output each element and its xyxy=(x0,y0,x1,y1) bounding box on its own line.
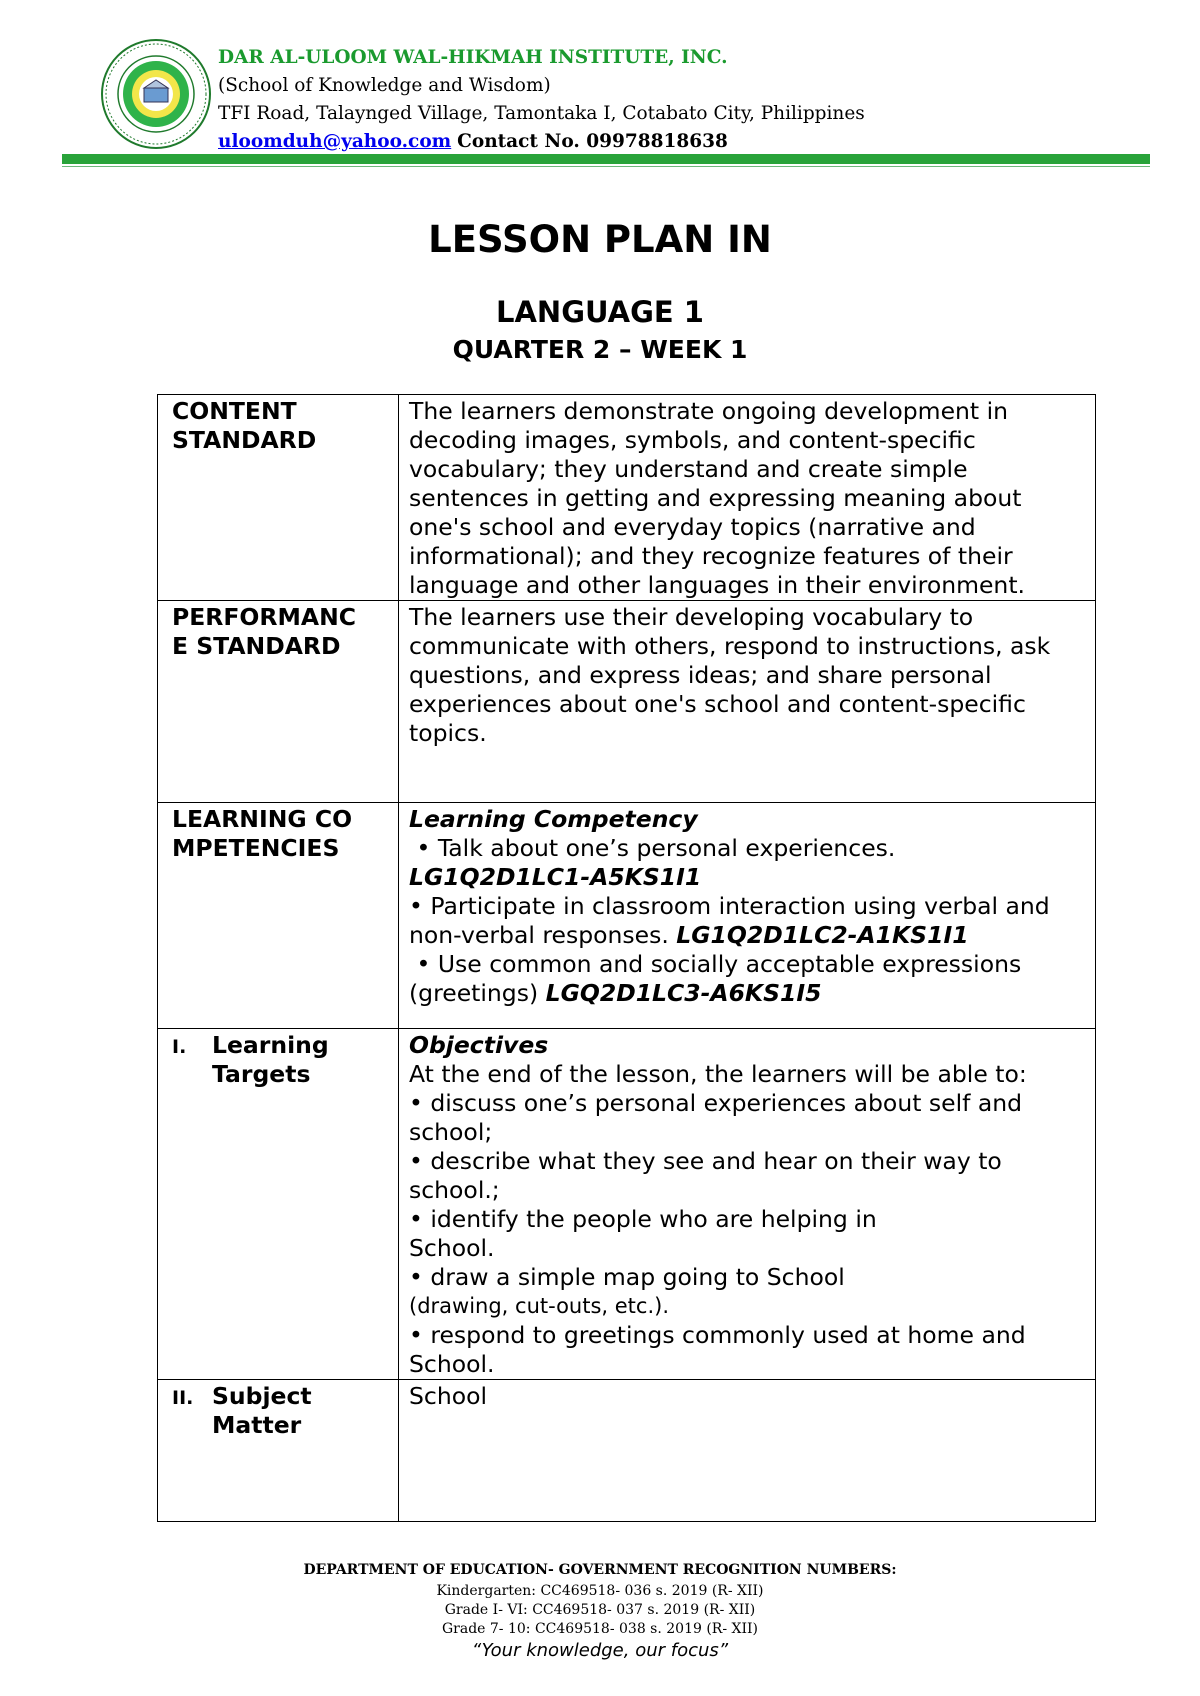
list-item: • Use common and socially acceptable expressions (greetings) LGQ2D1LC3-A6KS1I5 xyxy=(409,950,1022,1007)
objectives-intro: At the end of the lesson, the learners will be able to: xyxy=(409,1060,1027,1088)
school-subtitle: (School of Knowledge and Wisdom) xyxy=(218,75,551,96)
table-row xyxy=(158,601,1096,803)
learning-competencies-cell xyxy=(399,803,1096,1029)
letterhead xyxy=(100,36,1150,156)
competency-code: LG1Q2D1LC1-A5KS1I1 xyxy=(409,863,702,891)
list-item: • respond to greetings commonly used at home and School. xyxy=(409,1321,1026,1378)
contact-number: Contact No. 09978818638 xyxy=(457,131,728,152)
competency-heading: Learning Competency xyxy=(409,805,698,833)
recognition-line: Grade 7- 10: CC469518- 038 s. 2019 (R- XII) xyxy=(441,1621,759,1637)
email-link[interactable]: uloomduh@yahoo.com xyxy=(218,131,452,152)
competency-code: LG1Q2D1LC2-A1KS1I1 xyxy=(676,921,969,949)
content-standard-text: The learners demonstrate ongoing development in decoding images, symbols, and content-specific vocabulary; they understand and create simple sentences in getting and expressing meaning about one's school and everyday topics (narrative and informational); and they recognize features of their language and other languages in their environment. xyxy=(399,395,1096,601)
learning-targets-cell xyxy=(399,1029,1096,1380)
header-divider xyxy=(62,154,1150,164)
table-row xyxy=(158,1029,1096,1380)
list-item: • describe what they see and hear on their way to school.; xyxy=(409,1147,1002,1204)
footer-recognition-numbers xyxy=(0,1582,1200,1639)
competency-code: LGQ2D1LC3-A6KS1I5 xyxy=(545,979,822,1007)
objectives-heading: Objectives xyxy=(409,1031,549,1059)
subject-title: LANGUAGE 1 xyxy=(496,295,704,329)
lesson-plan-table xyxy=(157,394,1096,1522)
quarter-week-title: QUARTER 2 – WEEK 1 xyxy=(452,335,748,364)
subject-matter-label: II. Subject Matter xyxy=(158,1380,399,1522)
learning-competencies-label: LEARNING COMPETENCIES xyxy=(158,803,399,1029)
list-item: • Participate in classroom interaction using verbal and non-verbal responses. LG1Q2D1LC2-A1KS1I1 xyxy=(409,892,1050,949)
recognition-line: Grade I- VI: CC469518- 037 s. 2019 (R- XII) xyxy=(444,1602,756,1618)
subject-matter-text: School xyxy=(399,1380,1096,1522)
page-title: LESSON PLAN IN xyxy=(428,218,772,261)
performance-standard-label: PERFORMANCE STANDARD xyxy=(158,601,399,803)
school-motto: “Your knowledge, our focus” xyxy=(471,1640,729,1661)
list-item: • discuss one’s personal experiences about self and school; xyxy=(409,1089,1023,1146)
table-row xyxy=(158,1380,1096,1522)
recognition-line: Kindergarten: CC469518- 036 s. 2019 (R- XII) xyxy=(436,1583,764,1599)
school-address: TFI Road, Talaynged Village, Tamontaka I, Cotabato City, Philippines xyxy=(218,103,865,124)
learning-targets-label: I. Learning Targets xyxy=(158,1029,399,1380)
list-item: • draw a simple map going to School xyxy=(409,1263,845,1291)
list-item: • identify the people who are helping in School. xyxy=(409,1205,877,1262)
list-item: • Talk about one’s personal experiences. xyxy=(416,834,896,862)
school-seal-logo xyxy=(100,38,212,150)
footer-heading: DEPARTMENT OF EDUCATION- GOVERNMENT RECOGNITION NUMBERS: xyxy=(303,1562,897,1578)
performance-standard-text: The learners use their developing vocabulary to communicate with others, respond to instructions, ask questions, and express ideas; and share personal experiences about one's school and content-specific topics. xyxy=(399,601,1096,803)
list-item: (drawing, cut-outs, etc.). xyxy=(409,1294,670,1318)
table-row xyxy=(158,395,1096,601)
table-row xyxy=(158,803,1096,1029)
school-name: DAR AL-ULOOM WAL-HIKMAH INSTITUTE, INC. xyxy=(218,47,728,68)
content-standard-label: CONTENT STANDARD xyxy=(158,395,399,601)
